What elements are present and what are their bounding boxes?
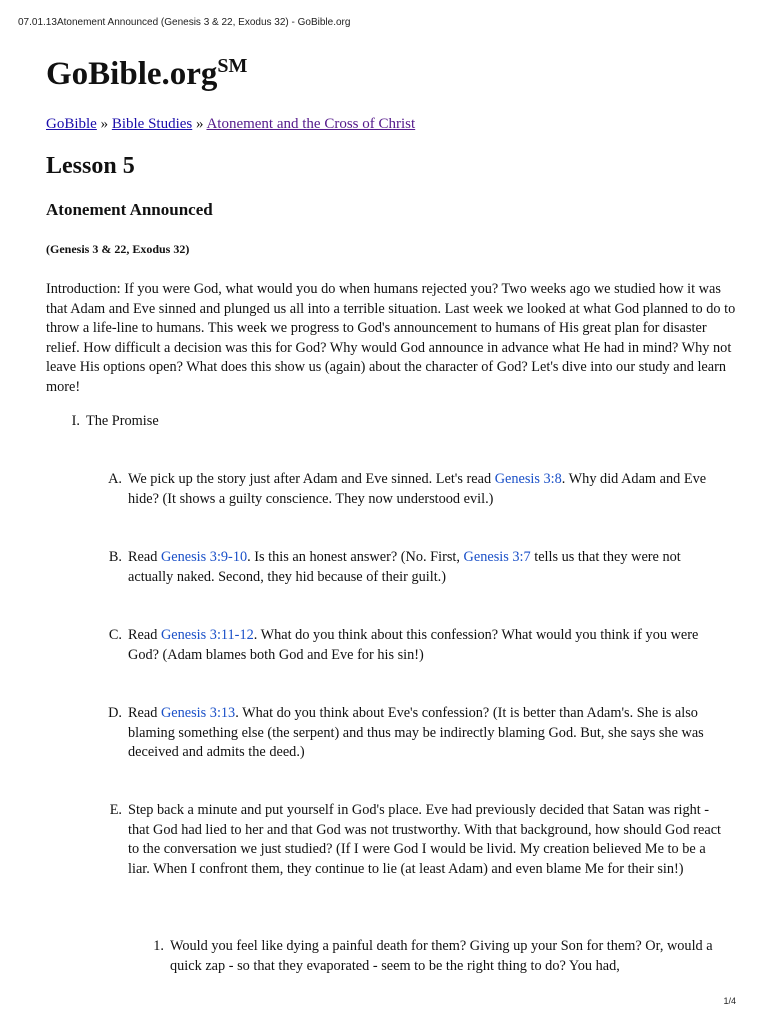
section-i-heading: The Promise (86, 413, 159, 429)
lesson-subtitle: Atonement Announced (46, 200, 213, 219)
item-b-text-3: tells us that they were not actually naked. Second, they hid because of their guilt.) (128, 549, 681, 585)
scripture-link-genesis-3-7[interactable]: Genesis 3:7 (463, 549, 531, 565)
item-d-text-2: . What do you think about Eve's confession? (It is better than Adam's. She is also blaming something else (the serpent) and thus may be indirectly blaming God. But, she says she was deceived and admits the deed.) (128, 705, 704, 760)
scripture-link-genesis-3-11-12[interactable]: Genesis 3:11-12 (160, 627, 254, 643)
list-marker-e: E. (109, 802, 122, 818)
item-b-text-2: . Is this an honest answer? (No. First, (247, 549, 464, 565)
scripture-link-genesis-3-13[interactable]: Genesis 3:13 (160, 705, 236, 721)
list-marker-e-1: 1. (153, 938, 164, 954)
item-a-text-1: We pick up the story just after Adam and Eve sinned. Let's read (128, 471, 495, 487)
site-name: GoBible.org (46, 56, 218, 92)
page-number: 1/4 (723, 996, 736, 1006)
breadcrumb-link-bible-studies[interactable]: Bible Studies (111, 116, 193, 132)
item-c-text-2: . What do you think about this confession? What would you think if you were God? (Adam blames both God and Eve for his sin!) (128, 627, 699, 663)
list-marker-a: A. (108, 471, 122, 487)
section-i (71, 412, 159, 432)
scripture-link-genesis-3-9-10[interactable]: Genesis 3:9-10 (160, 549, 248, 565)
item-a-text-2: . Why did Adam and Eve hide? (It shows a guilty conscience. They now understood evil.) (128, 471, 707, 507)
list-marker-d: D. (108, 705, 122, 721)
item-e-text: Step back a minute and put yourself in God's place. Eve had previously decided that Satan was right - that God had lied to her and that God was not trustworthy. With that background, how should God react to the conversation we just studied? (If I were God I would be livid. My creation believed Me to be a liar. When I confront them, they continue to lie (at least Adam) and even blame Me for their sin!) (128, 802, 722, 877)
breadcrumb-link-gobible[interactable]: GoBible (46, 116, 97, 132)
item-e-1-text: Would you feel like dying a painful death for them? Giving up your Son for them? Or, would a quick zap - so that they evaporated - seem to be the right thing to do? You had, (170, 938, 713, 974)
list-marker-b: B. (108, 549, 122, 565)
scripture-link-genesis-3-8[interactable]: Genesis 3:8 (494, 471, 562, 487)
list-marker-c: C. (108, 627, 122, 643)
breadcrumb-separator: » (100, 116, 109, 132)
introduction-paragraph: Introduction: If you were God, what would you do when humans rejected you? Two weeks ago we studied how it was that Adam and Eve sinned and plunged us all into a terrible situation. Last week we looked at what God planned to do to throw a life-line to humans. This week we progress to God's announcement to humans of His great plan for disaster relief. How difficult a decision was this for God? Why would God announce in advance what He had in mind? Why not leave His options open? What does this show us (again) about the character of God? Let's dive into our study and learn more! (46, 281, 736, 395)
list-item-e (109, 801, 728, 879)
print-date: 07.01.13 (18, 17, 57, 28)
list-item-e-1 (153, 937, 728, 976)
list-item-b (108, 548, 728, 587)
service-mark: SM (217, 55, 248, 77)
list-item-a (108, 470, 728, 509)
item-d-text-1: Read (128, 705, 161, 721)
breadcrumb-separator: » (196, 116, 204, 132)
print-title: Atonement Announced (Genesis 3 & 22, Exodus 32) - GoBible.org (56, 17, 351, 28)
list-item-d (108, 704, 728, 763)
print-header (18, 17, 350, 28)
item-b-text-1: Read (128, 549, 161, 565)
scripture-references: (Genesis 3 & 22, Exodus 32) (46, 242, 190, 256)
list-item-c (108, 626, 728, 665)
site-title (46, 55, 248, 92)
section-i-marker: I. (71, 413, 80, 429)
breadcrumb (46, 116, 415, 133)
item-c-text-1: Read (128, 627, 161, 643)
lesson-title: Lesson 5 (46, 153, 135, 179)
breadcrumb-link-atonement[interactable]: Atonement and the Cross of Christ (206, 116, 416, 132)
